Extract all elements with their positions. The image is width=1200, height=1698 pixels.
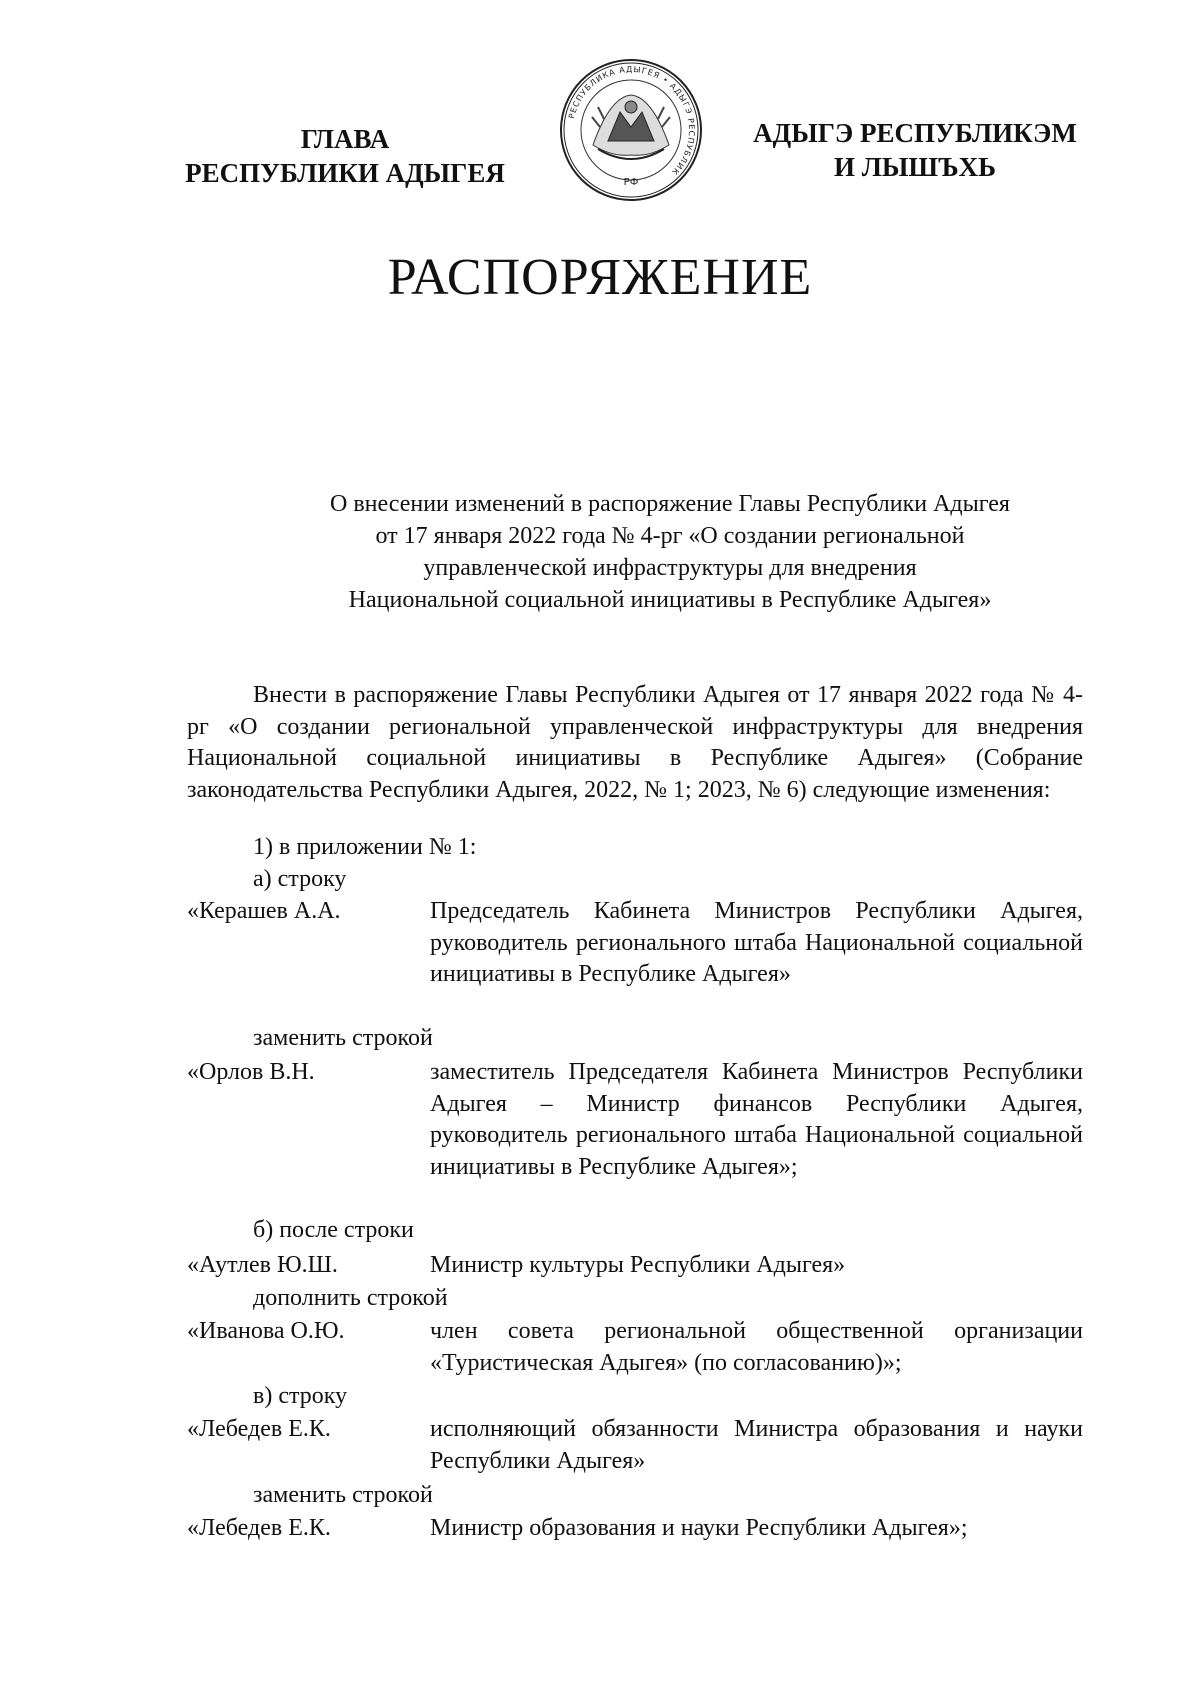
subject-line: от 17 января 2022 года № 4-рг «О создании региональной xyxy=(375,523,965,549)
item-1: 1) в приложении № 1: xyxy=(253,834,477,860)
header-right-line2: И ЛЫШЪХЬ xyxy=(833,152,997,182)
add-label: дополнить строкой xyxy=(253,1285,448,1311)
header-right xyxy=(730,116,1100,184)
header-left-line2: РЕСПУБЛИКИ АДЫГЕЯ xyxy=(185,158,505,188)
person-position: член совета региональной общественной организации «Туристическая Адыгея» (по согласованию)»; xyxy=(430,1318,1083,1376)
subject-line: управленческой инфраструктуры для внедрения xyxy=(423,555,917,581)
header-left xyxy=(170,122,520,190)
person-name: «Лебедев Е.К. xyxy=(187,1515,331,1541)
coat-of-arms-icon xyxy=(558,57,704,203)
replace-label: заменить строкой xyxy=(253,1482,433,1508)
person-name: «Аутлев Ю.Ш. xyxy=(187,1252,338,1278)
person-position: Министр культуры Республики Адыгея» xyxy=(430,1252,846,1278)
intro-paragraph: Внести в распоряжение Главы Республики Адыгея от 17 января 2022 года № 4-рг «О создании региональной управленческой инфраструктуры для внедрения Национальной социальной инициативы в Республике Адыгея» (Собрание законодательства Республики Адыгея, 2022, № 1; 2023, № 6) следующие изменения: xyxy=(187,682,1083,803)
person-name: «Орлов В.Н. xyxy=(187,1059,315,1085)
person-position: исполняющий обязанности Министра образования и науки Республики Адыгея» xyxy=(430,1416,1083,1474)
subject-line: Национальной социальной инициативы в Республике Адыгея» xyxy=(348,587,992,613)
header-left-line1: ГЛАВА xyxy=(300,124,390,154)
item-b: б) после строки xyxy=(253,1217,414,1243)
header-right-line1: АДЫГЭ РЕСПУБЛИКЭМ xyxy=(753,118,1077,148)
emblem-seal xyxy=(558,57,704,203)
person-name: «Иванова О.Ю. xyxy=(187,1318,345,1344)
emblem-bottom-text: РФ xyxy=(623,177,639,188)
person-position: Министр образования и науки Республики Адыгея»; xyxy=(430,1515,968,1541)
person-name: «Керашев А.А. xyxy=(187,898,341,924)
subject-line: О внесении изменений в распоряжение Главы Республики Адыгея xyxy=(330,491,1010,517)
document-title: РАСПОРЯЖЕНИЕ xyxy=(387,249,813,306)
person-position: заместитель Председателя Кабинета Министров Республики Адыгея – Министр финансов Республики Адыгея, руководитель регионального штаба Национальной социальной инициативы в Республике Адыгея»; xyxy=(430,1059,1083,1180)
emblem-ring-text: РЕСПУБЛИКА АДЫГЕЯ • АДЫГЭ РЕСПУБЛИК xyxy=(567,64,697,178)
item-a: а) строку xyxy=(253,866,347,892)
item-v: в) строку xyxy=(253,1383,348,1409)
person-name: «Лебедев Е.К. xyxy=(187,1416,331,1442)
person-position: Председатель Кабинета Министров Республики Адыгея, руководитель регионального штаба Национальной социальной инициативы в Республике Адыгея» xyxy=(430,898,1083,987)
replace-label: заменить строкой xyxy=(253,1025,433,1051)
document-subject xyxy=(240,488,1100,616)
